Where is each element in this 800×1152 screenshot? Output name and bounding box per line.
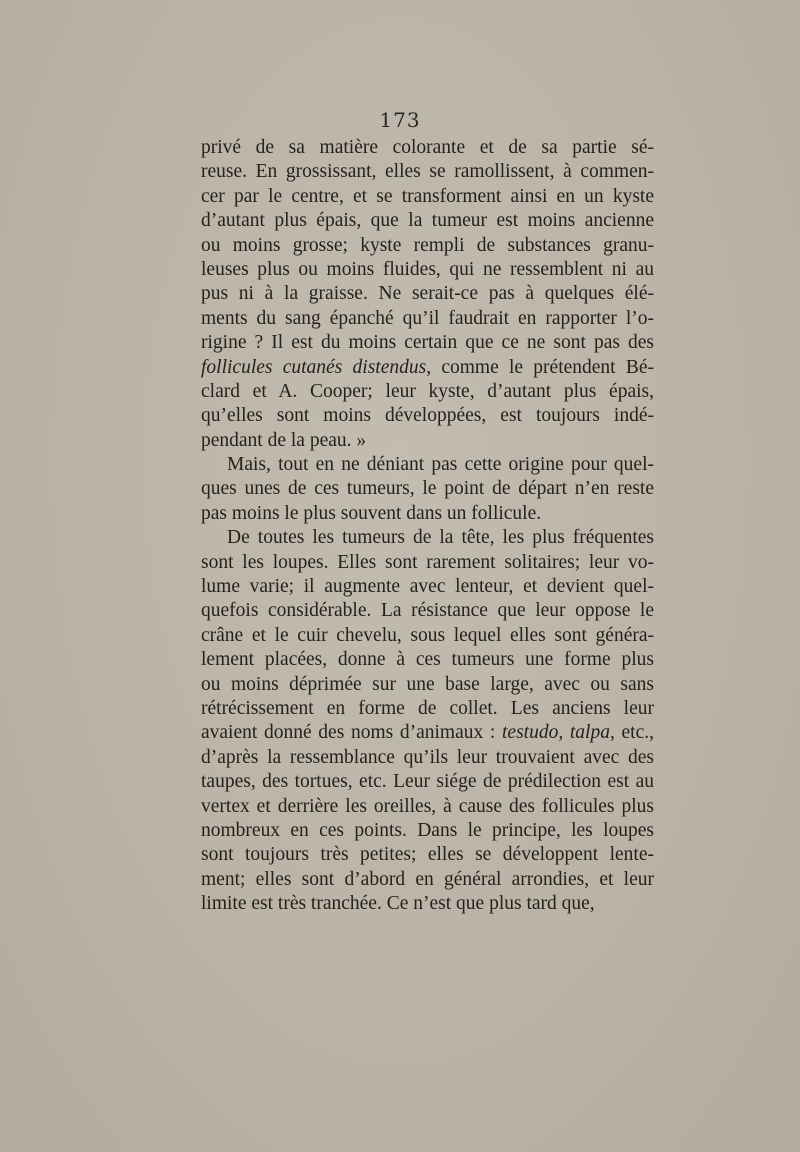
line-text: reuse. En grossissant, elles se ramollissent, à commen- — [201, 161, 654, 183]
line-text: ment; elles sont d’abord en général arrondies, et leur — [201, 868, 654, 890]
line-text: leuses plus ou moins fluides, qui ne ressemblent ni au — [201, 258, 654, 280]
text-line — [201, 160, 654, 184]
text-line — [201, 234, 654, 258]
text-line — [201, 209, 654, 233]
line-text: cer par le centre, et se transforment ainsi en un kyste — [201, 185, 654, 207]
text-line — [201, 380, 654, 404]
line-text: avaient donné des noms d’animaux : — [201, 722, 503, 744]
line-text: d’autant plus épais, que la tumeur est moins ancienne — [201, 210, 654, 232]
line-text: ques unes de ces tumeurs, le point de départ n’en reste — [201, 478, 654, 500]
line-text: , comme le prétendent Bé- — [426, 356, 654, 378]
line-text: , etc., — [609, 722, 654, 744]
text-line — [201, 453, 654, 477]
text-line — [201, 282, 654, 306]
line-text: rigine ? Il est du moins certain que ce ne sont pas des — [201, 332, 654, 354]
text-line — [201, 136, 654, 160]
page-number: 173 — [379, 108, 421, 132]
text-line — [201, 331, 654, 355]
text-line — [201, 502, 654, 526]
text-line — [201, 356, 654, 380]
line-text: pas moins le plus souvent dans un follicule. — [201, 502, 542, 524]
text-line — [201, 795, 654, 819]
line-text: ou moins déprimée sur une base large, avec ou sans — [201, 673, 654, 695]
line-text: sont les loupes. Elles sont rarement solitaires; leur vo- — [201, 551, 654, 573]
text-line — [201, 599, 654, 623]
text-line — [201, 551, 654, 575]
text-line — [201, 429, 654, 453]
text-line — [201, 892, 654, 916]
text-line — [201, 819, 654, 843]
text-line — [201, 404, 654, 428]
line-text: ments du sang épanché qu’il faudrait en rapporter l’o- — [201, 307, 654, 329]
line-text: taupes, des tortues, etc. Leur siége de prédilection est au — [201, 771, 654, 793]
text-line — [201, 648, 654, 672]
text-line — [201, 770, 654, 794]
line-text: lume varie; il augmente avec lenteur, et devient quel- — [201, 576, 654, 598]
italic-term: follicules cutanés distendus — [201, 356, 427, 378]
line-text: lement placées, donne à ces tumeurs une forme plus — [201, 649, 654, 671]
text-line — [201, 746, 654, 770]
italic-term: testudo, talpa — [502, 722, 610, 744]
line-text: qu’elles sont moins développées, est toujours indé- — [201, 405, 654, 427]
text-line — [201, 868, 654, 892]
line-text: limite est très tranchée. Ce n’est que plus tard que, — [201, 893, 595, 915]
line-text: pendant de la peau. » — [201, 429, 367, 451]
line-text: clard et A. Cooper; leur kyste, d’autant plus épais, — [201, 380, 654, 402]
text-line — [201, 526, 654, 550]
body-text — [201, 136, 654, 917]
text-line — [201, 307, 654, 331]
line-text: rétrécissement en forme de collet. Les anciens leur — [201, 697, 654, 719]
line-text: De toutes les tumeurs de la tête, les plus fréquentes — [227, 527, 654, 549]
line-text: vertex et derrière les oreilles, à cause des follicules plus — [201, 795, 654, 817]
line-text: ou moins grosse; kyste rempli de substances granu- — [201, 234, 654, 256]
text-line — [201, 185, 654, 209]
text-line — [201, 843, 654, 867]
text-line — [201, 624, 654, 648]
text-line — [201, 673, 654, 697]
text-line — [201, 258, 654, 282]
text-line — [201, 721, 654, 745]
line-text: Mais, tout en ne déniant pas cette origine pour quel- — [227, 454, 654, 476]
text-line — [201, 575, 654, 599]
text-line — [201, 697, 654, 721]
text-line — [201, 477, 654, 501]
line-text: d’après la ressemblance qu’ils leur trouvaient avec des — [201, 746, 654, 768]
line-text: privé de sa matière colorante et de sa partie sé- — [201, 137, 654, 158]
line-text: pus ni à la graisse. Ne serait-ce pas à quelques élé- — [201, 283, 654, 305]
line-text: nombreux en ces points. Dans le principe, les loupes — [201, 819, 654, 841]
line-text: quefois considérable. La résistance que leur oppose le — [201, 600, 654, 622]
line-text: crâne et le cuir chevelu, sous lequel elles sont généra- — [201, 624, 654, 646]
line-text: sont toujours très petites; elles se développent lente- — [201, 844, 654, 866]
